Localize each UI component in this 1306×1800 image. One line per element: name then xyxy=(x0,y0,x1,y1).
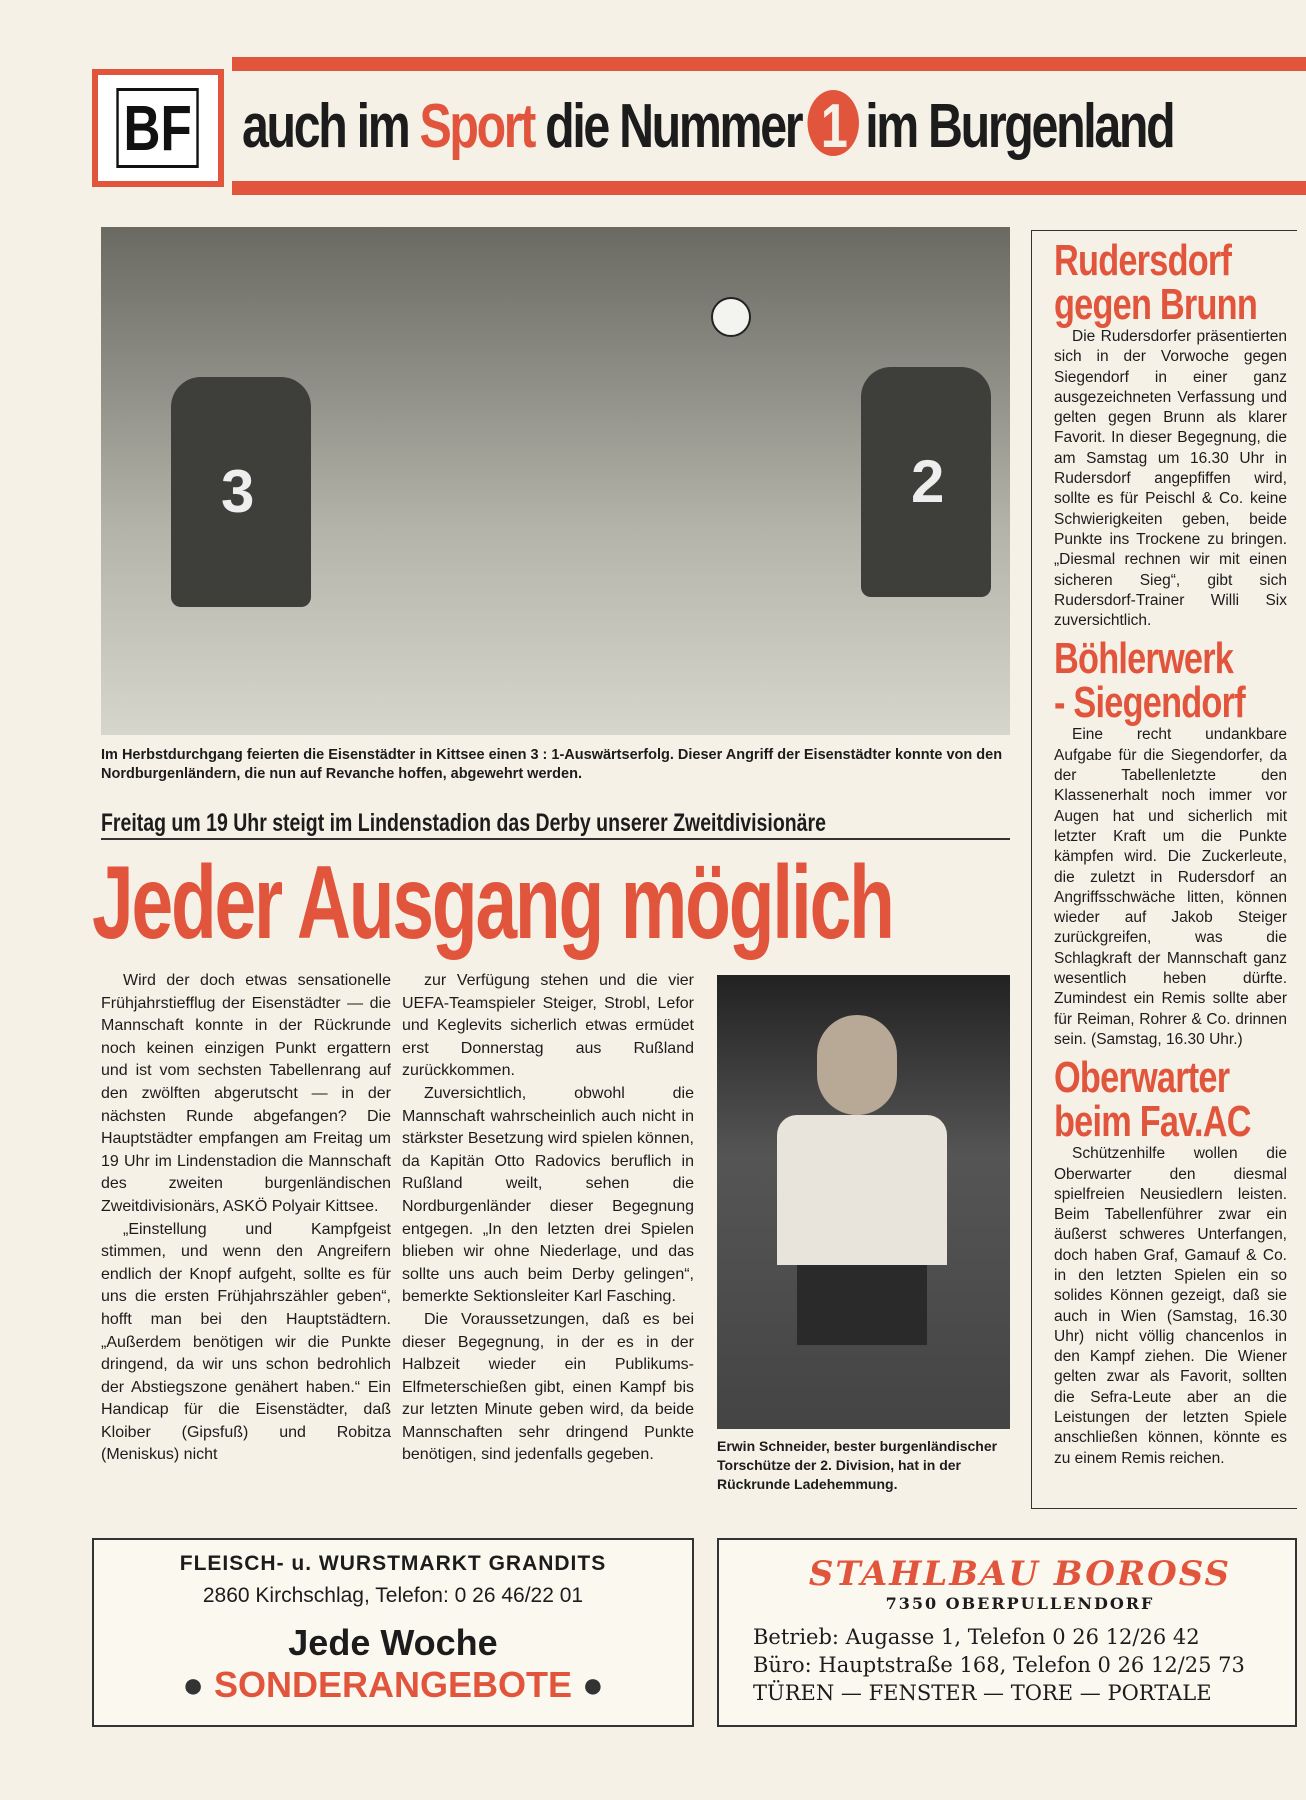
number-one-badge: 1 xyxy=(807,90,858,156)
photo-caption: Im Herbstdurchgang feierten die Eisenstädter in Kittsee einen 3 : 1-Auswärtserfolg. Dieser Angriff der Eisenstädter konnte von den Nordburgenländern, die nun auf Revanche hoffen, abgewehrt werden. xyxy=(101,747,1003,782)
player-photo xyxy=(717,975,1010,1429)
bf-logo: BF xyxy=(92,69,224,187)
player-caption: Erwin Schneider, bester burgenländischer Torschütze der 2. Division, hat in der Rückrunde Ladehemmung. xyxy=(717,1438,998,1492)
masthead-banner xyxy=(92,57,1306,195)
headline: Jeder Ausgang möglich xyxy=(92,845,893,961)
ad-boross: STAHLBAU BOROSS 7350 OBERPULLENDORF Betrieb: Augasse 1, Telefon 0 26 12/26 42 Büro: Hauptstraße 168, Telefon 0 26 12/25 73 TÜREN — FENSTER — TORE — PORTALE xyxy=(717,1538,1297,1727)
article-column-2: zur Verfügung stehen und die vier UEFA-Teamspieler Steiger, Strobl, Lefor und Keglevits sicherlich etwas ermüdet erst Donnerstag aus Rußland zurückkommen. Zuversichtlich, obwohl die Mannschaft wahrscheinlich auch nicht in stärkster Besetzung wird spielen können, da Kapitän Otto Radovics beruflich in Rußland weilt, sehen die Nordburgenländer dieser Begegnung entgegen. „In den letzten drei Spielen blieben wir ohne Niederlage, und das sollte uns auch beim Derby gelingen“, bemerkte Sektionsleiter Karl Fasching. Die Voraussetzungen, daß es bei dieser Begegnung, in der es in der Halbzeit wieder ein Publikums-Elfmeterschießen gibt, einen Kampf bis zur letzten Minute geben wird, da beide Mannschaften sehr dringend Punkte benötigen, sind jedenfalls gegeben. xyxy=(402,972,694,1464)
kicker: Freitag um 19 Uhr steigt im Lindenstadion das Derby unserer Zweitdivisionäre xyxy=(101,809,1010,840)
sidebar-article: Böhlerwerk - Siegendorf Eine recht undankbare Aufgabe für die Siegendorfer, da der Tabellenletzte den Klassenerhalt noch immer vor Augen hat und sicherlich mit letzter Kraft um die Punkte kämpfen wird. Die Zuckerleute, die zuletzt in Rudersdorf an Angriffsschwäche litten, können wieder auf Jakob Steiger zurückgreifen, was die Schlagkraft der Mannschaft ganz wesentlich heben dürfte. Zumindest ein Remis sollte aber für Reiman, Rohrer & Co. drinnen sein. (Samstag, 16.30 Uhr.) xyxy=(1054,634,1287,1048)
banner-slogan: auch im Sport die Nummer 1 im Burgenland xyxy=(232,57,1306,195)
article-column-1: Wird der doch etwas sensationelle Frühjahrstiefflug der Eisenstädter — die Mannschaft konnte in der Rückrunde noch keinen einzigen Punkt ergattern und ist vom sechsten Tabellenrang auf den zwölften abgerutscht — in der nächsten Runde abgefangen? Die Hauptstädter empfangen am Freitag um 19 Uhr im Lindenstadion die Mannschaft des zweiten burgenländischen Zweitdivisionärs, ASKÖ Polyair Kittsee. „Einstellung und Kampfgeist stimmen, und wenn den Angreifern endlich der Knopf aufgeht, sollte es für uns die ersten Frühjahrszähler geben“, hofft man bei den Hauptstädtern. „Außerdem benötigen wir die Punkte dringend, da wir uns schon bedrohlich der Abstiegszone genähert haben.“ Ein Handicap für die Eisenstädter, daß Kloiber (Gipsfuß) und Robitza (Meniskus) nicht xyxy=(101,972,391,1464)
sidebar-article: Rudersdorf gegen Brunn Die Rudersdorfer präsentierten sich in der Vorwoche gegen Siegendorf in einer ganz ausgezeichneten Verfassung und gelten gegen Brunn als klarer Favorit. In dieser Begegnung, die am Samstag um 16.30 Uhr in Rudersdorf angepfiffen wird, sollte es für Peischl & Co. keine Schwierigkeiten geben, beide Punkte ins Trockene zu bringen. „Diesmal rechnen wir mit einen sicheren Sieg“, gibt sich Rudersdorf-Trainer Willi Six zuversichtlich. xyxy=(1054,236,1287,630)
match-photo: 3 2 xyxy=(101,227,1010,735)
football xyxy=(711,297,751,337)
ad-grandits: FLEISCH- u. WURSTMARKT GRANDITS 2860 Kirchschlag, Telefon: 0 26 46/22 01 Jede Woche ● SONDERANGEBOTE ● xyxy=(92,1538,694,1727)
sidebar-article: Oberwarter beim Fav.AC Schützenhilfe wollen die Oberwarter den diesmal spielfreien Neusiedlern leisten. Beim Tabellenführer zwar ein äußerst schweres Unterfangen, doch haben Graf, Gamauf & Co. in den letzten Spielen ein so solides Können gezeigt, daß sie auch in Wien (Samstag, 16.30 Uhr) nicht völlig chancenlos in den Kampf ziehen. Die Wiener gelten zwar als Favorit, sollten die Sefra-Leute aber an die Leistungen der letzten Spiele anschließen können, könnte es zu einem Remis reichen. xyxy=(1054,1053,1287,1467)
sidebar-box xyxy=(1031,230,1297,1509)
